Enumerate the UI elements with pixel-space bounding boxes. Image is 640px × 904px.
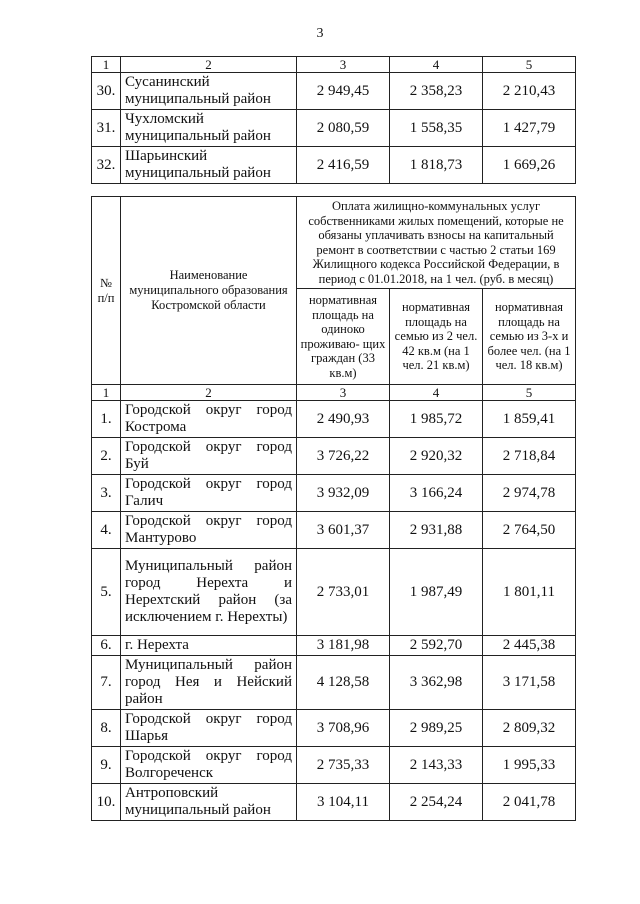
- column-index-cell: 2: [121, 385, 297, 401]
- value-single: 2 949,45: [297, 73, 390, 110]
- value-family-2: 2 989,25: [390, 710, 483, 747]
- table-row: [92, 73, 576, 110]
- row-number: 6.: [92, 636, 121, 656]
- municipality-name: Чухломский муниципальный район: [121, 110, 297, 147]
- header-family-2: нормативная площадь на семью из 2 чел. 42 кв.м (на 1 чел. 21 кв.м): [390, 289, 483, 385]
- table-row: [92, 438, 576, 475]
- municipality-name: Сусанинский муниципальный район: [121, 73, 297, 110]
- row-number: 4.: [92, 512, 121, 549]
- row-number: 9.: [92, 747, 121, 784]
- table-row: [92, 401, 576, 438]
- column-index-cell: 5: [483, 385, 576, 401]
- table-row: [92, 747, 576, 784]
- row-number: 3.: [92, 475, 121, 512]
- value-single: 2 080,59: [297, 110, 390, 147]
- column-index-cell: 3: [297, 57, 390, 73]
- row-number: 2.: [92, 438, 121, 475]
- continuation-table: [91, 56, 576, 184]
- header-number: № п/п: [92, 197, 121, 385]
- municipality-name: Муниципальный район город Нерехта и Нерехтский район (за исключением г. Нерехты): [121, 549, 297, 636]
- page-number: 3: [316, 26, 324, 41]
- table-row: [92, 549, 576, 636]
- value-family-2: 3 166,24: [390, 475, 483, 512]
- row-number: 32.: [92, 147, 121, 184]
- value-family-3: 2 974,78: [483, 475, 576, 512]
- row-number: 10.: [92, 784, 121, 821]
- row-number: 31.: [92, 110, 121, 147]
- municipality-name: Городской округ город Мантурово: [121, 512, 297, 549]
- table-row: [92, 636, 576, 656]
- value-family-3: 1 427,79: [483, 110, 576, 147]
- value-family-3: 2 809,32: [483, 710, 576, 747]
- value-family-2: 1 818,73: [390, 147, 483, 184]
- value-single: 3 932,09: [297, 475, 390, 512]
- row-number: 1.: [92, 401, 121, 438]
- column-index-cell: 1: [92, 385, 121, 401]
- value-family-3: 1 801,11: [483, 549, 576, 636]
- value-family-3: 3 171,58: [483, 656, 576, 710]
- municipality-name: Муниципальный район город Нея и Нейский район: [121, 656, 297, 710]
- table-row: [92, 656, 576, 710]
- value-family-2: 2 254,24: [390, 784, 483, 821]
- column-index-cell: 2: [121, 57, 297, 73]
- municipality-name: Городской округ город Кострома: [121, 401, 297, 438]
- value-single: 3 601,37: [297, 512, 390, 549]
- column-index-cell: 4: [390, 385, 483, 401]
- value-family-3: 2 210,43: [483, 73, 576, 110]
- municipality-name: Городской округ город Галич: [121, 475, 297, 512]
- value-single: 2 735,33: [297, 747, 390, 784]
- column-index-cell: 4: [390, 57, 483, 73]
- municipality-name: г. Нерехта: [121, 636, 297, 656]
- value-family-3: 2 445,38: [483, 636, 576, 656]
- value-family-3: 2 764,50: [483, 512, 576, 549]
- row-number: 7.: [92, 656, 121, 710]
- column-index-cell: 3: [297, 385, 390, 401]
- value-single: 3 181,98: [297, 636, 390, 656]
- value-family-2: 2 143,33: [390, 747, 483, 784]
- table-row: [92, 110, 576, 147]
- header-family-3: нормативная площадь на семью из 3-х и более чел. (на 1 чел. 18 кв.м): [483, 289, 576, 385]
- municipality-name: Антроповский муниципальный район: [121, 784, 297, 821]
- header-row: [92, 197, 576, 289]
- value-family-2: 3 362,98: [390, 656, 483, 710]
- value-family-2: 2 592,70: [390, 636, 483, 656]
- value-single: 2 416,59: [297, 147, 390, 184]
- value-family-3: 2 718,84: [483, 438, 576, 475]
- table-row: [92, 512, 576, 549]
- header-single: нормативная площадь на одиноко проживаю- щих граждан (33 кв.м): [297, 289, 390, 385]
- value-family-3: 2 041,78: [483, 784, 576, 821]
- value-single: 2 733,01: [297, 549, 390, 636]
- row-number: 5.: [92, 549, 121, 636]
- column-index-row: [92, 57, 576, 73]
- municipality-name: Городской округ город Шарья: [121, 710, 297, 747]
- payment-table: [91, 196, 576, 821]
- value-family-2: 2 358,23: [390, 73, 483, 110]
- municipality-name: Городской округ город Волгореченск: [121, 747, 297, 784]
- municipality-name: Шарьинский муниципальный район: [121, 147, 297, 184]
- municipality-name: Городской округ город Буй: [121, 438, 297, 475]
- value-single: 3 708,96: [297, 710, 390, 747]
- table-row: [92, 475, 576, 512]
- table-row: [92, 784, 576, 821]
- column-index-row: [92, 385, 576, 401]
- value-family-2: 2 931,88: [390, 512, 483, 549]
- table-row: [92, 710, 576, 747]
- value-family-2: 1 987,49: [390, 549, 483, 636]
- table-row: [92, 147, 576, 184]
- value-family-2: 2 920,32: [390, 438, 483, 475]
- row-number: 30.: [92, 73, 121, 110]
- value-family-2: 1 558,35: [390, 110, 483, 147]
- value-family-2: 1 985,72: [390, 401, 483, 438]
- value-single: 4 128,58: [297, 656, 390, 710]
- value-single: 3 104,11: [297, 784, 390, 821]
- column-index-cell: 1: [92, 57, 121, 73]
- value-family-3: 1 859,41: [483, 401, 576, 438]
- value-single: 2 490,93: [297, 401, 390, 438]
- row-number: 8.: [92, 710, 121, 747]
- header-payment-group: Оплата жилищно-коммунальных услуг собственниками жилых помещений, которые не обязаны уплачивать взносы на капитальный ремонт в соответствии с частью 2 статьи 169 Жилищного кодекса Российской Федерации, в период с 01.01.2018, на 1 чел. (руб. в месяц): [297, 197, 576, 289]
- value-family-3: 1 669,26: [483, 147, 576, 184]
- value-family-3: 1 995,33: [483, 747, 576, 784]
- column-index-cell: 5: [483, 57, 576, 73]
- header-municipality: Наименование муниципального образования Костромской области: [121, 197, 297, 385]
- value-single: 3 726,22: [297, 438, 390, 475]
